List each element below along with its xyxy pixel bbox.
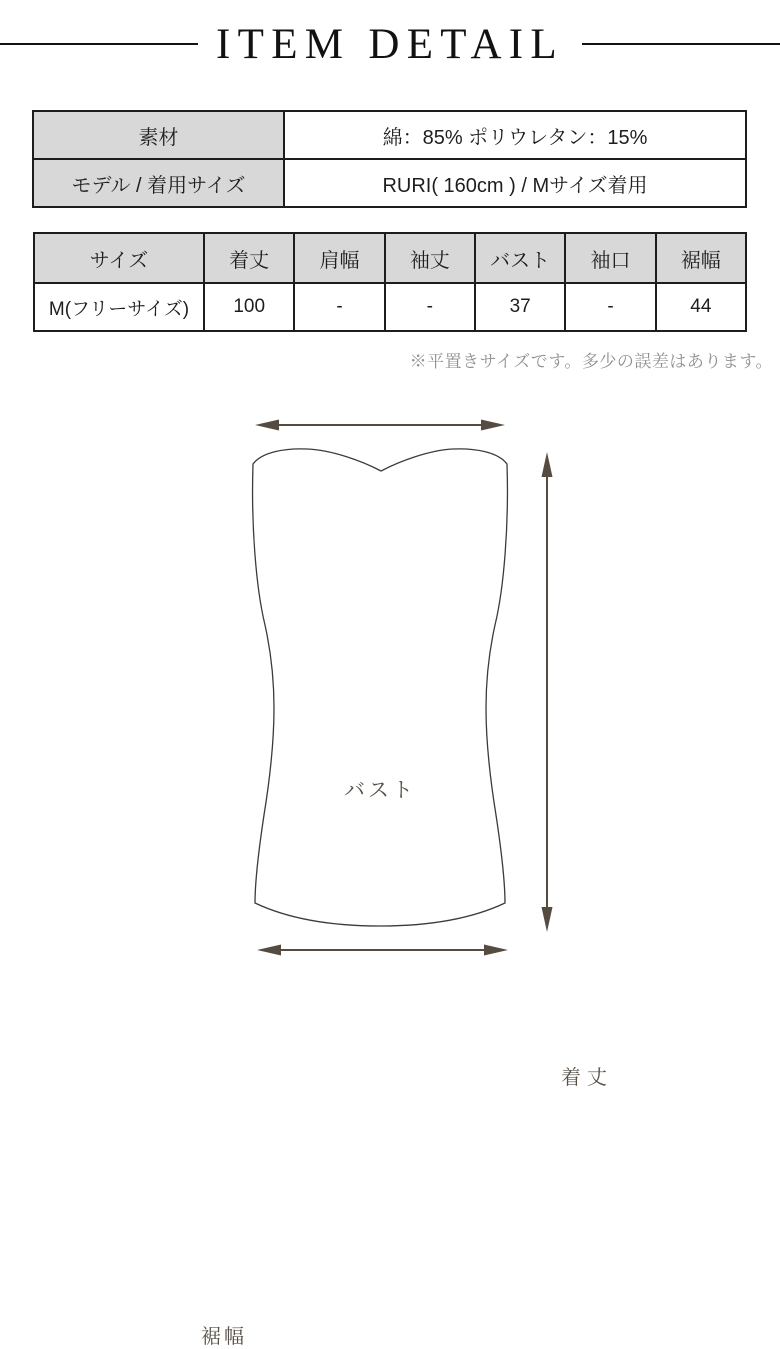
- length-label: 着丈: [561, 1067, 613, 1089]
- title-rule-left: [0, 43, 198, 45]
- spec-table: [32, 110, 747, 208]
- dress-outline: [253, 449, 508, 926]
- page-title-row: [0, 20, 780, 68]
- dress-diagram-svg: [0, 380, 780, 1000]
- bust-label: バスト: [344, 779, 416, 802]
- size-header-length: 着丈: [204, 233, 294, 283]
- hem-arrow: [257, 945, 508, 956]
- size-header-hem: 裾幅: [656, 233, 746, 283]
- bust-arrow: [255, 420, 505, 431]
- title-rule-right: [582, 43, 780, 45]
- size-header-bust: バスト: [475, 233, 565, 283]
- page-title: ITEM DETAIL: [215, 20, 565, 68]
- size-cell-size: M(フリーサイズ): [34, 283, 204, 331]
- spec-value-material: 綿：85% ポリウレタン：15%: [284, 111, 746, 159]
- size-cell-length: 100: [204, 283, 294, 331]
- spec-row-material: [33, 111, 746, 159]
- size-header-cuff: 袖口: [565, 233, 655, 283]
- size-cell-bust: 37: [475, 283, 565, 331]
- spec-label-material: 素材: [33, 111, 284, 159]
- spec-value-model: RURI( 160cm ) / Mサイズ着用: [284, 159, 746, 207]
- dress-diagram: [0, 380, 780, 1348]
- size-header-shoulder: 肩幅: [294, 233, 384, 283]
- size-table-header-row: [34, 233, 746, 283]
- spec-label-model: モデル / 着用サイズ: [33, 159, 284, 207]
- length-arrow: [542, 452, 553, 932]
- size-cell-sleeve: -: [385, 283, 475, 331]
- size-cell-shoulder: -: [294, 283, 384, 331]
- spec-row-model: [33, 159, 746, 207]
- size-header-size: サイズ: [34, 233, 204, 283]
- size-table-data-row: [34, 283, 746, 331]
- size-table: [33, 232, 747, 332]
- size-header-sleeve: 袖丈: [385, 233, 475, 283]
- size-cell-cuff: -: [565, 283, 655, 331]
- size-note: ※平置きサイズです。多少の誤差はあります。: [409, 352, 773, 371]
- hem-label: 裾幅: [201, 1326, 247, 1348]
- size-cell-hem: 44: [656, 283, 746, 331]
